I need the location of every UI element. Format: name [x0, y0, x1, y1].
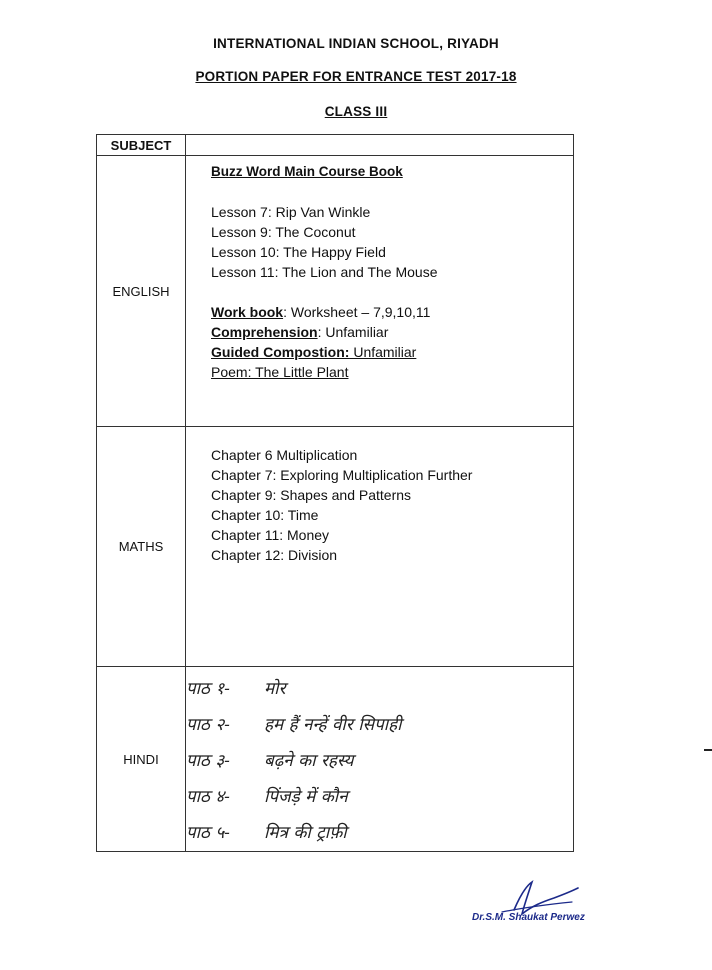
english-workbook: [211, 302, 573, 322]
hindi-lesson-title: मोर: [264, 679, 286, 699]
maths-chapter: Chapter 10: Time: [211, 507, 319, 523]
maths-chapter: Chapter 12: Division: [211, 547, 338, 563]
hindi-lesson-title: हम हैं नन्हें वीर सिपाही: [264, 715, 402, 735]
hindi-lesson-title: मित्र की ट्राफ़ी: [264, 823, 347, 843]
hindi-lesson-title: पिंजड़े में कौन: [264, 787, 348, 807]
hindi-lesson: [186, 743, 573, 779]
english-lesson: Lesson 9: The Coconut: [211, 224, 356, 240]
english-lesson: Lesson 10: The Happy Field: [211, 244, 386, 260]
hindi-subject: HINDI: [97, 667, 186, 852]
portion-table: [96, 134, 574, 852]
class-title: CLASS III: [324, 104, 388, 119]
english-row: [97, 156, 574, 427]
maths-chapter: Chapter 11: Money: [211, 527, 330, 543]
workbook-label: Work book: [211, 304, 284, 320]
hindi-lesson: [186, 779, 573, 815]
hindi-lesson-label: पाठ ४-: [186, 787, 230, 807]
maths-row: [97, 427, 574, 667]
hindi-lesson-label: पाठ ३-: [186, 751, 230, 771]
maths-chapter: Chapter 7: Exploring Multiplication Further: [211, 467, 473, 483]
maths-portion: [186, 427, 574, 667]
english-portion: [186, 156, 574, 427]
signature-scribble: [462, 876, 612, 932]
english-book-title: Buzz Word Main Course Book: [211, 164, 403, 179]
signatory-name: Dr.S.M. Shaukat Perwez: [472, 912, 585, 923]
maths-chapter: Chapter 6 Multiplication: [211, 447, 358, 463]
header-empty-cell: [186, 135, 574, 156]
composition-value: Unfamiliar: [349, 344, 417, 360]
english-comprehension: [211, 322, 573, 342]
hindi-portion: [186, 667, 574, 852]
table-header-row: [97, 135, 574, 156]
subject-header: SUBJECT: [97, 135, 186, 156]
english-lesson: Lesson 11: The Lion and The Mouse: [211, 264, 438, 280]
hindi-row: [97, 667, 574, 852]
english-lesson: Lesson 7: Rip Van Winkle: [211, 204, 371, 220]
maths-chapter: Chapter 9: Shapes and Patterns: [211, 487, 412, 503]
hindi-lesson-title: बढ़ने का रहस्य: [264, 751, 354, 771]
hindi-lesson: [186, 707, 573, 743]
comprehension-label: Comprehension: [211, 324, 318, 340]
english-poem: Poem: The Little Plant: [211, 364, 349, 380]
english-composition: [211, 342, 573, 362]
hindi-lesson-label: पाठ १-: [186, 679, 230, 699]
hindi-lesson: [186, 815, 573, 851]
paper-title: PORTION PAPER FOR ENTRANCE TEST 2017-18: [195, 69, 517, 84]
comprehension-value: : Unfamiliar: [317, 324, 389, 340]
composition-label: Guided Compostion:: [211, 344, 350, 360]
workbook-value: : Worksheet – 7,9,10,11: [283, 304, 431, 320]
hindi-lesson: [186, 671, 573, 707]
hindi-lesson-label: पाठ ५-: [186, 823, 230, 843]
school-name: INTERNATIONAL INDIAN SCHOOL, RIYADH: [213, 36, 499, 51]
scan-edge-mark: [704, 749, 712, 751]
maths-subject: MATHS: [97, 427, 186, 667]
english-subject: ENGLISH: [97, 156, 186, 427]
hindi-lesson-label: पाठ २-: [186, 715, 230, 735]
